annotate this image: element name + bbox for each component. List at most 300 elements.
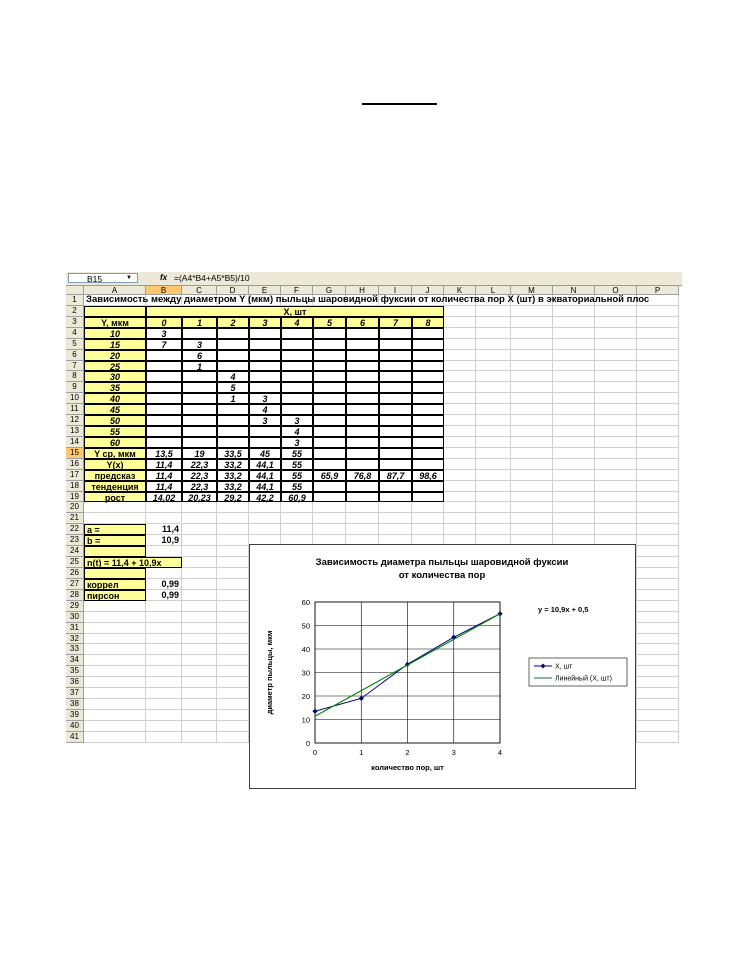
frequency-cell[interactable] [281, 339, 313, 350]
empty-cell[interactable] [444, 382, 476, 393]
empty-cell[interactable] [444, 404, 476, 415]
frequency-cell[interactable]: 3 [146, 328, 182, 339]
empty-cell[interactable] [444, 524, 476, 535]
column-header-I[interactable]: I [379, 286, 412, 295]
frequency-cell[interactable] [146, 393, 182, 404]
frequency-cell[interactable]: 4 [217, 371, 249, 382]
frequency-cell[interactable] [281, 393, 313, 404]
empty-cell[interactable] [595, 459, 637, 470]
empty-cell[interactable] [281, 524, 313, 535]
empty-cell[interactable] [637, 426, 679, 437]
x-value-cell[interactable]: 5 [313, 317, 346, 328]
empty-cell[interactable] [182, 721, 217, 732]
empty-cell[interactable] [637, 699, 679, 710]
empty-cell[interactable] [637, 677, 679, 688]
empty-cell[interactable] [511, 459, 553, 470]
frequency-cell[interactable] [379, 328, 412, 339]
empty-cell[interactable] [217, 699, 249, 710]
empty-cell[interactable] [476, 382, 511, 393]
empty-cell[interactable] [511, 426, 553, 437]
y-value-cell[interactable]: 10 [84, 328, 146, 339]
empty-cell[interactable] [476, 448, 511, 459]
empty-cell[interactable] [146, 502, 182, 513]
empty-cell[interactable] [553, 328, 595, 339]
frequency-cell[interactable] [412, 415, 444, 426]
empty-cell[interactable] [553, 382, 595, 393]
row-header-6[interactable]: 6 [66, 350, 84, 361]
frequency-cell[interactable] [249, 361, 281, 372]
empty-cell[interactable] [444, 437, 476, 448]
empty-cell[interactable] [553, 513, 595, 524]
empty-cell[interactable] [595, 306, 637, 317]
frequency-cell[interactable] [379, 393, 412, 404]
column-header-P[interactable]: P [637, 286, 679, 295]
empty-cell[interactable] [146, 666, 182, 677]
frequency-cell[interactable] [313, 404, 346, 415]
param-value[interactable]: 11,4 [146, 524, 182, 535]
frequency-cell[interactable] [249, 382, 281, 393]
empty-cell[interactable] [595, 502, 637, 513]
empty-cell[interactable] [146, 655, 182, 666]
frequency-cell[interactable] [281, 328, 313, 339]
empty-cell[interactable] [553, 393, 595, 404]
x-value-cell[interactable]: 1 [182, 317, 217, 328]
frequency-cell[interactable] [182, 404, 217, 415]
empty-cell[interactable] [553, 350, 595, 361]
empty-cell[interactable] [84, 710, 146, 721]
stat-value-cell[interactable] [379, 448, 412, 459]
frequency-cell[interactable] [346, 350, 379, 361]
empty-cell[interactable] [182, 568, 217, 579]
empty-cell[interactable] [476, 513, 511, 524]
empty-cell[interactable] [217, 568, 249, 579]
stat-value-cell[interactable] [346, 492, 379, 503]
stat-value-cell[interactable]: 42,2 [249, 492, 281, 503]
row-header-36[interactable]: 36 [66, 677, 84, 688]
y-value-cell[interactable]: 60 [84, 437, 146, 448]
empty-cell[interactable] [637, 612, 679, 623]
empty-cell[interactable] [249, 513, 281, 524]
frequency-cell[interactable] [182, 393, 217, 404]
row-header-41[interactable]: 41 [66, 732, 84, 743]
empty-cell[interactable] [444, 361, 476, 372]
empty-cell[interactable] [346, 524, 379, 535]
formula-label[interactable]: n(t) = 11,4 + 10,9x [84, 557, 182, 568]
frequency-cell[interactable] [249, 426, 281, 437]
empty-cell[interactable] [182, 688, 217, 699]
empty-cell[interactable] [511, 328, 553, 339]
empty-cell[interactable] [182, 710, 217, 721]
empty-cell[interactable] [444, 415, 476, 426]
empty-cell[interactable] [444, 470, 476, 481]
empty-cell[interactable] [84, 601, 146, 612]
empty-cell[interactable] [511, 350, 553, 361]
empty-cell[interactable] [313, 524, 346, 535]
empty-cell[interactable] [444, 481, 476, 492]
empty-cell[interactable] [476, 404, 511, 415]
empty-cell[interactable] [511, 502, 553, 513]
empty-cell[interactable] [146, 568, 182, 579]
frequency-cell[interactable] [249, 328, 281, 339]
empty-cell[interactable] [476, 437, 511, 448]
empty-cell[interactable] [553, 502, 595, 513]
stat-value-cell[interactable] [313, 492, 346, 503]
row-header-35[interactable]: 35 [66, 666, 84, 677]
empty-cell[interactable] [637, 437, 679, 448]
empty-cell[interactable] [476, 426, 511, 437]
row-header-20[interactable]: 20 [66, 502, 84, 513]
row-header-10[interactable]: 10 [66, 393, 84, 404]
empty-cell[interactable] [84, 612, 146, 623]
stat-value-cell[interactable]: 33,5 [217, 448, 249, 459]
frequency-cell[interactable] [412, 371, 444, 382]
row-header-39[interactable]: 39 [66, 710, 84, 721]
empty-cell[interactable] [553, 371, 595, 382]
row-header-31[interactable]: 31 [66, 623, 84, 634]
frequency-cell[interactable] [346, 361, 379, 372]
frequency-cell[interactable] [249, 350, 281, 361]
empty-cell[interactable] [249, 524, 281, 535]
frequency-cell[interactable] [182, 437, 217, 448]
empty-cell[interactable] [476, 415, 511, 426]
empty-cell[interactable] [146, 644, 182, 655]
row-header-25[interactable]: 25 [66, 557, 84, 568]
column-header-C[interactable]: C [182, 286, 217, 295]
empty-cell[interactable] [84, 502, 146, 513]
empty-cell[interactable] [637, 568, 679, 579]
frequency-cell[interactable] [313, 415, 346, 426]
empty-cell[interactable] [511, 524, 553, 535]
y-value-cell[interactable]: 30 [84, 371, 146, 382]
frequency-cell[interactable]: 3 [281, 415, 313, 426]
empty-cell[interactable] [217, 732, 249, 743]
empty-cell[interactable] [637, 732, 679, 743]
frequency-cell[interactable]: 6 [182, 350, 217, 361]
empty-cell[interactable] [313, 502, 346, 513]
empty-cell[interactable] [217, 524, 249, 535]
row-header-23[interactable]: 23 [66, 535, 84, 546]
yellow-cell[interactable] [84, 568, 146, 579]
stat-value-cell[interactable]: 22,3 [182, 459, 217, 470]
empty-cell[interactable] [84, 634, 146, 645]
empty-cell[interactable] [637, 688, 679, 699]
frequency-cell[interactable] [412, 328, 444, 339]
empty-cell[interactable] [182, 546, 217, 557]
stat-value-cell[interactable]: 76,8 [346, 470, 379, 481]
empty-cell[interactable] [637, 492, 679, 503]
empty-cell[interactable] [595, 470, 637, 481]
empty-cell[interactable] [217, 601, 249, 612]
frequency-cell[interactable] [346, 339, 379, 350]
frequency-cell[interactable] [146, 382, 182, 393]
empty-cell[interactable] [217, 666, 249, 677]
column-header-K[interactable]: K [444, 286, 476, 295]
row-header-17[interactable]: 17 [66, 470, 84, 481]
yellow-cell[interactable] [84, 546, 146, 557]
column-header-J[interactable]: J [412, 286, 444, 295]
empty-cell[interactable] [595, 448, 637, 459]
empty-cell[interactable] [595, 415, 637, 426]
frequency-cell[interactable] [412, 350, 444, 361]
frequency-cell[interactable] [412, 361, 444, 372]
column-header-H[interactable]: H [346, 286, 379, 295]
stat-value-cell[interactable]: 44,1 [249, 470, 281, 481]
empty-cell[interactable] [637, 590, 679, 601]
empty-cell[interactable] [476, 339, 511, 350]
empty-cell[interactable] [511, 317, 553, 328]
empty-cell[interactable] [637, 502, 679, 513]
frequency-cell[interactable]: 3 [249, 415, 281, 426]
empty-cell[interactable] [637, 317, 679, 328]
frequency-cell[interactable]: 5 [217, 382, 249, 393]
frequency-cell[interactable] [313, 393, 346, 404]
empty-cell[interactable] [637, 710, 679, 721]
frequency-cell[interactable] [146, 437, 182, 448]
empty-cell[interactable] [511, 404, 553, 415]
empty-cell[interactable] [217, 535, 249, 546]
stat-value-cell[interactable]: 33,2 [217, 459, 249, 470]
empty-cell[interactable] [511, 371, 553, 382]
param-label[interactable]: пирсон [84, 590, 146, 601]
frequency-cell[interactable] [313, 437, 346, 448]
stat-value-cell[interactable] [379, 481, 412, 492]
frequency-cell[interactable] [379, 426, 412, 437]
empty-cell[interactable] [84, 666, 146, 677]
empty-cell[interactable] [146, 699, 182, 710]
empty-cell[interactable] [217, 590, 249, 601]
row-header-30[interactable]: 30 [66, 612, 84, 623]
frequency-cell[interactable]: 1 [182, 361, 217, 372]
empty-cell[interactable] [217, 721, 249, 732]
frequency-cell[interactable] [182, 371, 217, 382]
empty-cell[interactable] [637, 524, 679, 535]
empty-cell[interactable] [182, 502, 217, 513]
empty-cell[interactable] [146, 623, 182, 634]
y-value-cell[interactable]: 25 [84, 361, 146, 372]
param-value[interactable]: 10,9 [146, 535, 182, 546]
x-value-cell[interactable]: 3 [249, 317, 281, 328]
frequency-cell[interactable] [379, 415, 412, 426]
frequency-cell[interactable] [412, 393, 444, 404]
frequency-cell[interactable] [313, 371, 346, 382]
stat-value-cell[interactable]: 11,4 [146, 481, 182, 492]
y-value-cell[interactable]: 45 [84, 404, 146, 415]
empty-cell[interactable] [637, 393, 679, 404]
stat-value-cell[interactable] [412, 481, 444, 492]
stat-value-cell[interactable]: 65,9 [313, 470, 346, 481]
frequency-cell[interactable] [217, 361, 249, 372]
empty-cell[interactable] [379, 513, 412, 524]
empty-cell[interactable] [595, 404, 637, 415]
column-header-M[interactable]: M [511, 286, 553, 295]
frequency-cell[interactable] [182, 382, 217, 393]
empty-cell[interactable] [637, 404, 679, 415]
column-header-L[interactable]: L [476, 286, 511, 295]
empty-cell[interactable] [511, 306, 553, 317]
frequency-cell[interactable] [249, 339, 281, 350]
empty-cell[interactable] [84, 513, 146, 524]
row-header-2[interactable]: 2 [66, 306, 84, 317]
empty-cell[interactable] [637, 448, 679, 459]
empty-cell[interactable] [511, 339, 553, 350]
empty-cell[interactable] [444, 339, 476, 350]
param-label[interactable]: коррел [84, 579, 146, 590]
stat-value-cell[interactable]: 98,6 [412, 470, 444, 481]
row-header-15[interactable]: 15 [66, 448, 84, 459]
empty-cell[interactable] [444, 393, 476, 404]
empty-cell[interactable] [595, 382, 637, 393]
frequency-cell[interactable] [346, 404, 379, 415]
column-header-F[interactable]: F [281, 286, 313, 295]
stat-value-cell[interactable] [412, 492, 444, 503]
x-header[interactable]: X, шт [146, 306, 444, 317]
empty-cell[interactable] [182, 612, 217, 623]
empty-cell[interactable] [637, 721, 679, 732]
stat-value-cell[interactable]: 22,3 [182, 470, 217, 481]
empty-cell[interactable] [476, 306, 511, 317]
empty-cell[interactable] [444, 459, 476, 470]
empty-cell[interactable] [637, 623, 679, 634]
row-header-40[interactable]: 40 [66, 721, 84, 732]
frequency-cell[interactable] [313, 339, 346, 350]
frequency-cell[interactable] [146, 404, 182, 415]
y-value-cell[interactable]: 55 [84, 426, 146, 437]
row-header-8[interactable]: 8 [66, 371, 84, 382]
empty-cell[interactable] [637, 557, 679, 568]
frequency-cell[interactable] [412, 426, 444, 437]
empty-cell[interactable] [637, 459, 679, 470]
empty-cell[interactable] [412, 513, 444, 524]
row-header-5[interactable]: 5 [66, 339, 84, 350]
empty-cell[interactable] [511, 415, 553, 426]
frequency-cell[interactable] [217, 426, 249, 437]
frequency-cell[interactable] [217, 437, 249, 448]
empty-cell[interactable] [595, 328, 637, 339]
empty-cell[interactable] [476, 328, 511, 339]
x-value-cell[interactable]: 8 [412, 317, 444, 328]
empty-cell[interactable] [182, 535, 217, 546]
empty-cell[interactable] [595, 371, 637, 382]
frequency-cell[interactable] [313, 350, 346, 361]
stat-value-cell[interactable] [346, 481, 379, 492]
name-box-dropdown-icon[interactable]: ▼ [126, 275, 132, 281]
stat-value-cell[interactable] [313, 459, 346, 470]
empty-cell[interactable] [637, 601, 679, 612]
frequency-cell[interactable] [346, 393, 379, 404]
empty-cell[interactable] [217, 655, 249, 666]
empty-cell[interactable] [217, 644, 249, 655]
empty-cell[interactable] [595, 437, 637, 448]
empty-cell[interactable] [182, 557, 217, 568]
empty-cell[interactable] [637, 361, 679, 372]
empty-cell[interactable] [346, 513, 379, 524]
column-header-G[interactable]: G [313, 286, 346, 295]
frequency-cell[interactable] [346, 415, 379, 426]
empty-cell[interactable] [444, 492, 476, 503]
empty-cell[interactable] [553, 437, 595, 448]
frequency-cell[interactable] [346, 437, 379, 448]
stat-value-cell[interactable] [379, 459, 412, 470]
empty-cell[interactable] [281, 513, 313, 524]
row-header-33[interactable]: 33 [66, 644, 84, 655]
empty-cell[interactable] [412, 524, 444, 535]
empty-cell[interactable] [553, 481, 595, 492]
row-header-14[interactable]: 14 [66, 437, 84, 448]
frequency-cell[interactable] [313, 426, 346, 437]
empty-cell[interactable] [217, 688, 249, 699]
empty-cell[interactable] [553, 470, 595, 481]
y-value-cell[interactable]: 50 [84, 415, 146, 426]
empty-cell[interactable] [146, 732, 182, 743]
row-header-11[interactable]: 11 [66, 404, 84, 415]
x-value-cell[interactable]: 0 [146, 317, 182, 328]
empty-cell[interactable] [637, 415, 679, 426]
y-value-cell[interactable]: 35 [84, 382, 146, 393]
empty-cell[interactable] [217, 513, 249, 524]
column-header-N[interactable]: N [553, 286, 595, 295]
stat-value-cell[interactable]: 45 [249, 448, 281, 459]
stat-label[interactable]: рост [84, 492, 146, 503]
empty-cell[interactable] [379, 502, 412, 513]
empty-cell[interactable] [637, 546, 679, 557]
empty-cell[interactable] [637, 328, 679, 339]
row-header-4[interactable]: 4 [66, 328, 84, 339]
function-icon[interactable]: fx [160, 273, 168, 282]
column-header-A[interactable]: A [84, 286, 146, 295]
row-header-21[interactable]: 21 [66, 513, 84, 524]
stat-value-cell[interactable]: 55 [281, 459, 313, 470]
frequency-cell[interactable] [313, 361, 346, 372]
empty-cell[interactable] [444, 448, 476, 459]
empty-cell[interactable] [476, 350, 511, 361]
stat-label[interactable]: Y ср, мкм [84, 448, 146, 459]
empty-cell[interactable] [637, 579, 679, 590]
frequency-cell[interactable] [412, 339, 444, 350]
stat-label[interactable]: предсказ [84, 470, 146, 481]
empty-cell[interactable] [637, 535, 679, 546]
empty-cell[interactable] [511, 492, 553, 503]
empty-cell[interactable] [511, 513, 553, 524]
x-value-cell[interactable]: 6 [346, 317, 379, 328]
empty-cell[interactable] [281, 502, 313, 513]
frequency-cell[interactable] [379, 371, 412, 382]
empty-cell[interactable] [511, 470, 553, 481]
row-header-38[interactable]: 38 [66, 699, 84, 710]
frequency-cell[interactable] [281, 404, 313, 415]
empty-cell[interactable] [146, 677, 182, 688]
frequency-cell[interactable] [346, 328, 379, 339]
empty-cell[interactable] [182, 677, 217, 688]
empty-cell[interactable] [217, 612, 249, 623]
row-header-28[interactable]: 28 [66, 590, 84, 601]
row-header-19[interactable]: 19 [66, 492, 84, 503]
row-header-12[interactable]: 12 [66, 415, 84, 426]
empty-cell[interactable] [217, 557, 249, 568]
empty-cell[interactable] [313, 513, 346, 524]
stat-value-cell[interactable]: 33,2 [217, 470, 249, 481]
frequency-cell[interactable] [249, 371, 281, 382]
stat-value-cell[interactable]: 44,1 [249, 459, 281, 470]
empty-cell[interactable] [553, 339, 595, 350]
stat-value-cell[interactable]: 33,2 [217, 481, 249, 492]
empty-cell[interactable] [146, 688, 182, 699]
frequency-cell[interactable] [379, 382, 412, 393]
empty-cell[interactable] [476, 371, 511, 382]
empty-cell[interactable] [217, 623, 249, 634]
frequency-cell[interactable] [281, 382, 313, 393]
frequency-cell[interactable] [412, 382, 444, 393]
empty-cell[interactable] [553, 404, 595, 415]
